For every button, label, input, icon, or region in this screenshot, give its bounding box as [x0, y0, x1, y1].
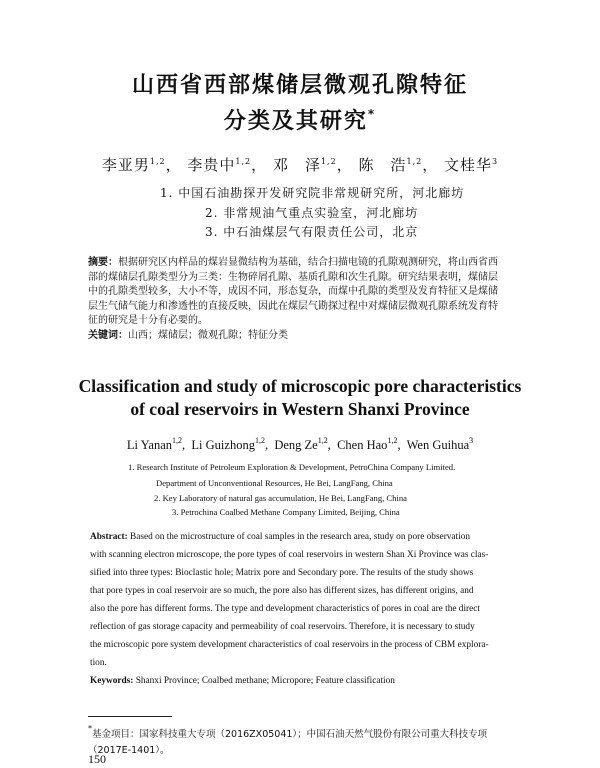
affiliation-cn-1: 1. 中国石油勘探开发研究院非常规研究所，河北廊坊 [160, 186, 465, 200]
abstract-en-line: the microscopic pore system development characteristics of coal reservoirs in the process of CBM explora- [90, 640, 489, 650]
abstract-en-line: also the pore has different forms. The type and development characteristics of pores in coal are the direct [90, 604, 480, 614]
title-cn-line2-wrap [0, 104, 600, 135]
author-en-sup: 1,2 [172, 436, 183, 445]
abstract-cn-label: 摘要： [88, 257, 118, 268]
author-cn-sup: 3 [492, 157, 499, 166]
author-cn-sup: 1,2 [235, 157, 252, 166]
keywords-cn [88, 329, 524, 344]
keywords-cn-text: 山西；煤储层；微观孔隙；特征分类 [128, 329, 288, 341]
title-cn-line1: 山西省西部煤储层微观孔隙特征 [131, 73, 468, 98]
author-en: Li Guizhong [191, 438, 255, 452]
author-cn-sup: 1,2 [149, 157, 166, 166]
author-en: Chen Hao [337, 438, 388, 452]
abstract-en-line: with scanning electron microscope, the pore types of coal reservoirs in western Shan Xi Province was clas- [90, 550, 489, 560]
abstract-en-line: that pore types in coal reservoir are so much, the pore also has different sizes, has different origins, and [90, 586, 474, 596]
affiliation-en-2: 2. Key Laboratory of natural gas accumulation, He Bei, LangFang, China [154, 493, 407, 503]
keywords-en [90, 672, 530, 690]
affiliation-en-1: 1. Research Institute of Petroleum Exploration & Development, PetroChina Company Limited. [128, 462, 456, 472]
author-cn: 文桂华 [444, 156, 493, 174]
footnote-line: 基金项目：国家科技重大专项（2016ZX05041）；中国石油天然气股份有限公司重大科技专项 [92, 729, 488, 740]
affiliation-en-1b: Department of Unconventional Resources, He Bei, LangFang, China [156, 478, 393, 488]
abstract-cn-line: 征的研究是十分有必要的。 [88, 315, 208, 327]
footnote-line: （2017E-1401）。 [88, 745, 170, 756]
author-cn: 陈 浩 [358, 156, 407, 174]
footnote [88, 721, 528, 759]
title-en-line1: Classification and study of microscopic pore characteristics [78, 376, 522, 396]
abstract-en-line: reflection of gas storage capacity and permeability of coal reservoirs. Therefore, it is necessary to study [90, 622, 475, 632]
abstract-en-line: Based on the microstructure of coal samples in the research area, study on pore observation [127, 532, 471, 542]
affiliation-en-3: 3. Petrochina Coalbed Methane Company Limited, Beijing, China [172, 507, 400, 517]
author-en: Deng Ze [274, 438, 318, 452]
title-cn-line2: 分类及其研究 [223, 109, 368, 134]
abstract-en [90, 528, 530, 690]
author-en: Wen Guihua [406, 438, 470, 452]
abstract-cn-line: 部的煤储层孔隙类型分为三类：生物碎屑孔隙、基质孔隙和次生孔隙。研究结果表明，煤储层 [88, 271, 498, 283]
author-cn: 邓 泽 [272, 156, 321, 174]
title-en [0, 375, 600, 421]
title-en-line2: of coal reservoirs in Western Shanxi Province [130, 399, 470, 419]
authors-cn: 李亚男$^{1,2}$， 李贵中$^{1,2}$， 邓 泽$^{1,2}$， 陈 浩$^{1,2}$， 文桂华$^3$ [101, 156, 499, 174]
title-footnote-mark: * [367, 107, 377, 121]
author-cn: 李亚男 [101, 156, 150, 174]
footnote-rule [88, 716, 172, 717]
keywords-en-text: Shanxi Province; Coalbed methane; Micropore; Feature classification [133, 676, 395, 686]
affiliation-cn-2: 2. 非常规油气重点实验室，河北廊坊 [205, 206, 419, 220]
abstract-cn-line: 中的孔隙类型较多，大小不等，成因不同，形态复杂，而煤中孔隙的类型及发育特征又是煤储 [88, 286, 498, 298]
author-en-sup: 1,2 [317, 436, 328, 445]
author-cn-sup: 1,2 [406, 157, 423, 166]
keywords-cn-label: 关键词： [88, 329, 128, 341]
abstract-cn-line: 根据研究区内样品的煤岩显微结构为基础，结合扫描电镜的孔隙观测研究，将山西省西 [118, 257, 498, 268]
author-en-sup: 1,2 [387, 436, 398, 445]
author-cn: 李贵中 [187, 156, 236, 174]
abstract-cn-line: 层生气储气能力和渗透性的直接反映，因此在煤层气勘探过程中对煤储层微观孔隙系统发育特 [88, 300, 498, 312]
authors-en: Li Yanan$^{1,2}$, Li Guizhong$^{1,2}$, Deng Ze$^{1,2}$, Chen Hao$^{1,2}$, Wen Guihua$^3$ [126, 436, 474, 452]
page-number: 150 [88, 752, 106, 766]
footnote-mark: * [88, 724, 92, 733]
abstract-en-line: sified into three types: Bioclastic hole; Matrix pore and Secondary pore. The results of the study shows [90, 568, 474, 578]
author-en: Li Yanan [126, 438, 173, 452]
author-en-sup: 3 [469, 436, 474, 445]
abstract-cn [88, 256, 524, 344]
abstract-en-line: tion. [90, 658, 107, 668]
abstract-en-label: Abstract: [90, 532, 128, 542]
affiliation-cn-3: 3. 中石油煤层气有限责任公司，北京 [205, 225, 419, 239]
keywords-en-label: Keywords: [90, 676, 134, 686]
author-cn-sup: 1,2 [320, 157, 337, 166]
author-en-sup: 1,2 [254, 436, 265, 445]
